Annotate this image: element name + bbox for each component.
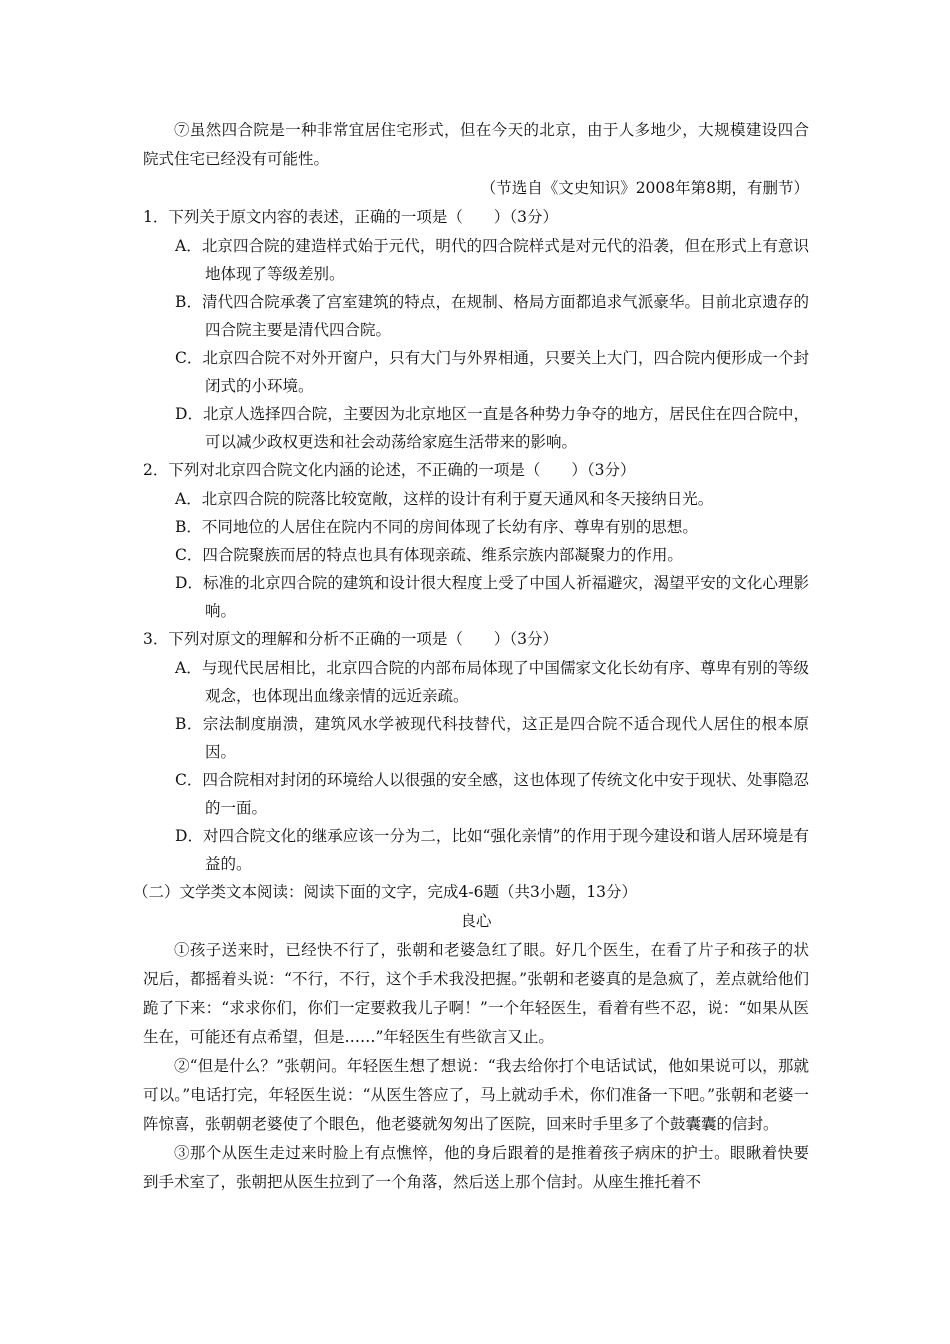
section-heading: （二）文学类文本阅读：阅读下面的文字，完成4-6题（共3小题，13分） <box>133 883 638 901</box>
passage-source: （节选自《文史知识》2008年第8期，有删节） <box>480 179 809 197</box>
document-page <box>133 116 809 1197</box>
story-paragraph-1: ①孩子送来时，已经快不行了，张朝和老婆急红了眼。好几个医生，在看了片子和孩子的状况后，都摇着头说：“不行，不行，这个手术我没把握。”张朝和老婆真的是急疯了，差点就给他们跪了下来：“求求你们，你们一定要救我儿子啊！”一个年轻医生，看着有些不忍，说：“如果从医生在，可能还有点希望，但是……”年轻医生有些欲言又止。 <box>143 941 809 1046</box>
option-a: A．北京四合院的院落比较宽敞，这样的设计有利于夏天通风和冬天接纳日光。 <box>175 490 714 508</box>
option-c: C．四合院相对封闭的环境给人以很强的安全感，这也体现了传统文化中安于现状、处事隐忍的一面。 <box>175 771 809 817</box>
option-b: B．清代四合院承袭了宫室建筑的特点，在规制、格局方面都追求气派豪华。目前北京遗存的四合院主要是清代四合院。 <box>175 293 809 339</box>
question-1 <box>143 203 809 456</box>
option-b: B．宗法制度崩溃，建筑风水学被现代科技替代，这正是四合院不适合现代人居住的根本原因。 <box>175 715 809 761</box>
question-stem: 1．下列关于原文内容的表述，正确的一项是（ ）（3分） <box>143 208 558 226</box>
story-paragraph-2: ②“但是什么？”张朝问。年轻医生想了想说：“我去给你打个电话试试，他如果说可以，那就可以。”电话打完，年轻医生说：“从医生答应了，马上就动手术，你们准备一下吧。”张朝和老婆一阵惊喜，张朝朝老婆使了个眼色，他老婆就匆匆出了医院，回来时手里多了个鼓囊囊的信封。 <box>143 1057 809 1133</box>
option-c: C．北京四合院不对外开窗户，只有大门与外界相通，只要关上大门，四合院内便形成一个封闭式的小环境。 <box>175 349 809 395</box>
option-b: B．不同地位的人居住在院内不同的房间体现了长幼有序、尊卑有别的思想。 <box>175 518 698 536</box>
option-c: C．四合院聚族而居的特点也具有体现亲疏、维系宗族内部凝聚力的作用。 <box>175 546 683 564</box>
option-d: D．对四合院文化的继承应该一分为二，比如“强化亲情”的作用于现今建设和谐人居环境是有益的。 <box>175 827 809 873</box>
option-d: D．北京人选择四合院，主要因为北京地区一直是各种势力争夺的地方，居民住在四合院中，可以减少政权更迭和社会动荡给家庭生活带来的影响。 <box>175 405 809 451</box>
option-a: A．北京四合院的建造样式始于元代，明代的四合院样式是对元代的沿袭，但在形式上有意识地体现了等级差别。 <box>175 237 809 283</box>
question-2 <box>143 456 809 625</box>
option-d: D．标准的北京四合院的建筑和设计很大程度上受了中国人祈福避灾，渴望平安的文化心理影响。 <box>175 574 809 620</box>
passage-paragraph-7: ⑦虽然四合院是一种非常宜居住宅形式，但在今天的北京，由于人多地少，大规模建设四合院式住宅已经没有可能性。 <box>143 121 809 168</box>
option-a: A．与现代民居相比，北京四合院的内部布局体现了中国儒家文化长幼有序、尊卑有别的等级观念，也体现出血缘亲情的远近亲疏。 <box>175 659 809 705</box>
story-paragraph-3: ③那个从医生走过来时脸上有点憔悴，他的身后跟着的是推着孩子病床的护士。眼瞅着快要到手术室了，张朝把从医生拉到了一个角落，然后送上那个信封。从座生推托着不 <box>143 1144 809 1191</box>
question-stem: 2．下列对北京四合院文化内涵的论述，不正确的一项是（ ）（3分） <box>143 461 636 479</box>
question-3 <box>143 625 809 878</box>
story-title: 良心 <box>460 912 492 930</box>
question-stem: 3．下列对原文的理解和分析不正确的一项是（ ）（3分） <box>143 630 558 648</box>
